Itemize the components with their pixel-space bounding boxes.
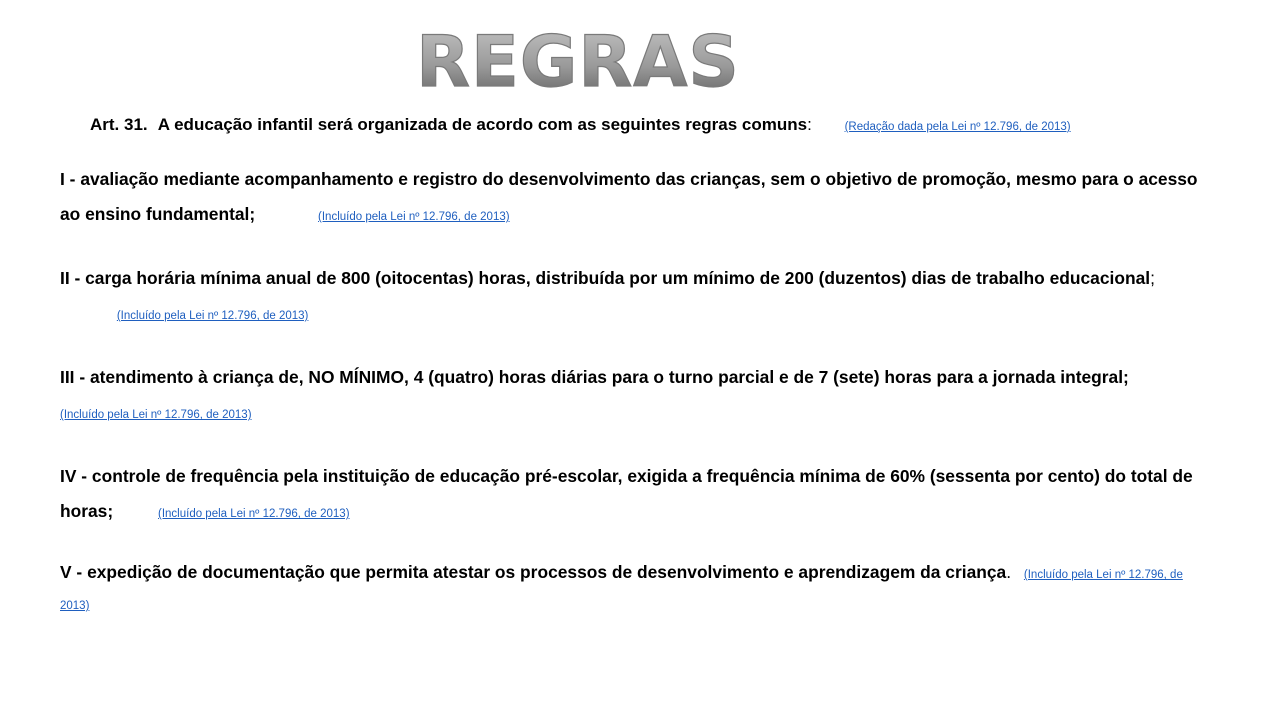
list-item-v <box>60 558 1200 620</box>
item-numeral: III - <box>60 367 86 387</box>
item-text: expedição de documentação que permita atestar os processos de desenvolvimento e aprendizagem da criança <box>87 562 1007 582</box>
item-punct: . <box>1006 562 1012 582</box>
item-ref-link[interactable]: (Incluído pela Lei nº 12.796, de 2013) <box>158 508 350 520</box>
item-ref-link[interactable]: (Incluído pela Lei nº 12.796, de 2013) <box>116 310 309 322</box>
title-graphic <box>410 18 750 98</box>
document-body <box>60 110 1200 646</box>
title-svg <box>410 18 750 98</box>
article-punct: : <box>807 115 812 134</box>
list-item-iv <box>60 459 1200 532</box>
item-text: avaliação mediante acompanhamento e registro do desenvolvimento das crianças, sem o objetivo de promoção, mesmo para o acesso ao ensino fundamental; <box>60 169 1198 224</box>
list-item-iii <box>60 360 1200 433</box>
item-text: controle de frequência pela instituição de educação pré-escolar, exigida a frequência mínima de 60% (sessenta por cento) do total de horas; <box>60 466 1193 521</box>
article-intro <box>60 110 1200 142</box>
item-text: atendimento à criança de, NO MÍNIMO, 4 (quatro) horas diárias para o turno parcial e de 7 (sete) horas para a jornada integral; <box>89 367 1129 387</box>
item-text: carga horária mínima anual de 800 (oitocentas) horas, distribuída por um mínimo de 200 (duzentos) dias de trabalho educacional <box>85 268 1151 288</box>
item-ref-link[interactable]: (Incluído pela Lei nº 12.796, de 2013) <box>60 569 1183 612</box>
item-punct: ; <box>1150 268 1155 288</box>
item-ref-link[interactable]: (Incluído pela Lei nº 12.796, de 2013) <box>318 211 510 223</box>
list-item-i <box>60 162 1200 235</box>
item-numeral: IV - <box>60 466 88 486</box>
item-ref-link[interactable]: (Incluído pela Lei nº 12.796, de 2013) <box>60 409 252 421</box>
article-ref-link[interactable]: (Redação dada pela Lei nº 12.796, de 2013) <box>844 121 1071 133</box>
item-numeral: I - <box>60 169 76 189</box>
list-item-ii <box>60 261 1200 334</box>
article-number: Art. 31. <box>90 115 148 134</box>
item-numeral: V - <box>60 562 83 582</box>
article-text: A educação infantil será organizada de acordo com as seguintes regras comuns <box>157 115 808 134</box>
item-numeral: II - <box>60 268 81 288</box>
page-title: REGRAS <box>416 21 740 98</box>
